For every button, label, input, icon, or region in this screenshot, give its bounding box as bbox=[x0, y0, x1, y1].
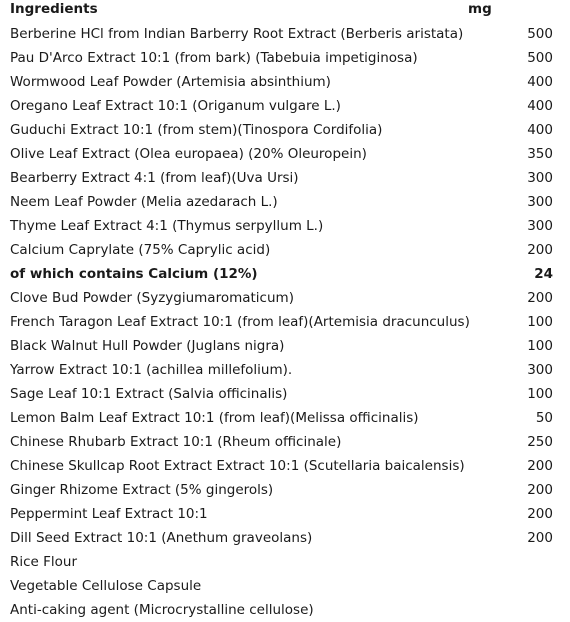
table-row bbox=[0, 382, 570, 406]
table-row bbox=[0, 574, 570, 598]
table-row bbox=[0, 286, 570, 310]
ingredient-name: of which contains Calcium (12%) bbox=[10, 266, 258, 282]
ingredient-name: Rice Flour bbox=[10, 554, 78, 570]
table-row bbox=[0, 598, 570, 622]
ingredient-name: Clove Bud Powder (Syzygiumaromaticum) bbox=[10, 290, 294, 306]
ingredient-name: Ginger Rhizome Extract (5% gingerols) bbox=[10, 482, 274, 498]
table-row bbox=[0, 334, 570, 358]
table-header bbox=[0, 0, 570, 18]
ingredient-amount: 50 bbox=[535, 410, 553, 426]
table-row bbox=[0, 238, 570, 262]
ingredient-name: Chinese Rhubarb Extract 10:1 (Rheum officinale) bbox=[10, 434, 342, 450]
ingredient-name: Oregano Leaf Extract 10:1 (Origanum vulgare L.) bbox=[10, 98, 341, 114]
ingredient-name: Thyme Leaf Extract 4:1 (Thymus serpyllum L.) bbox=[10, 218, 324, 234]
table-row bbox=[0, 22, 570, 46]
ingredient-amount: 400 bbox=[527, 98, 553, 114]
ingredient-name: Peppermint Leaf Extract 10:1 bbox=[10, 506, 208, 522]
table-row bbox=[0, 406, 570, 430]
ingredient-name: Berberine HCl from Indian Barberry Root Extract (Berberis aristata) bbox=[10, 26, 464, 42]
table-row bbox=[0, 214, 570, 238]
ingredient-name: Bearberry Extract 4:1 (from leaf)(Uva Ursi) bbox=[10, 170, 299, 186]
table-row bbox=[0, 454, 570, 478]
ingredient-amount: 300 bbox=[527, 194, 553, 210]
ingredient-name: Lemon Balm Leaf Extract 10:1 (from leaf)(Melissa officinalis) bbox=[10, 410, 419, 426]
ingredient-amount: 400 bbox=[527, 74, 553, 90]
ingredient-list bbox=[0, 22, 570, 622]
ingredient-amount: 100 bbox=[527, 314, 553, 330]
ingredient-amount: 350 bbox=[527, 146, 553, 162]
ingredient-name: Chinese Skullcap Root Extract Extract 10:1 (Scutellaria baicalensis) bbox=[10, 458, 465, 474]
table-row bbox=[0, 502, 570, 526]
ingredient-amount: 400 bbox=[527, 122, 553, 138]
table-row bbox=[0, 310, 570, 334]
table-row bbox=[0, 166, 570, 190]
ingredient-name: Wormwood Leaf Powder (Artemisia absinthium) bbox=[10, 74, 331, 90]
table-row bbox=[0, 262, 570, 286]
ingredient-amount: 500 bbox=[527, 50, 553, 66]
table-row bbox=[0, 358, 570, 382]
ingredient-name: Vegetable Cellulose Capsule bbox=[10, 578, 202, 594]
ingredient-name: Olive Leaf Extract (Olea europaea) (20% Oleuropein) bbox=[10, 146, 367, 162]
ingredient-name: Calcium Caprylate (75% Caprylic acid) bbox=[10, 242, 271, 258]
table-row bbox=[0, 430, 570, 454]
ingredient-name: Neem Leaf Powder (Melia azedarach L.) bbox=[10, 194, 278, 210]
ingredient-name: Sage Leaf 10:1 Extract (Salvia officinalis) bbox=[10, 386, 288, 402]
table-row bbox=[0, 118, 570, 142]
table-row bbox=[0, 478, 570, 502]
ingredient-name: Black Walnut Hull Powder (Juglans nigra) bbox=[10, 338, 285, 354]
ingredient-amount: 24 bbox=[534, 266, 553, 282]
ingredient-amount: 300 bbox=[527, 218, 553, 234]
ingredient-name: Yarrow Extract 10:1 (achillea millefolium). bbox=[10, 362, 293, 378]
ingredient-amount: 200 bbox=[527, 482, 553, 498]
ingredient-amount: 500 bbox=[527, 26, 553, 42]
ingredient-amount: 300 bbox=[527, 170, 553, 186]
table-row bbox=[0, 46, 570, 70]
ingredients-header: Ingredients bbox=[10, 1, 98, 17]
table-row bbox=[0, 70, 570, 94]
ingredient-name: Dill Seed Extract 10:1 (Anethum graveolans) bbox=[10, 530, 313, 546]
ingredient-name: Pau D'Arco Extract 10:1 (from bark) (Tabebuia impetiginosa) bbox=[10, 50, 418, 66]
table-row bbox=[0, 94, 570, 118]
table-row bbox=[0, 190, 570, 214]
ingredient-name: French Taragon Leaf Extract 10:1 (from leaf)(Artemisia dracunculus) bbox=[10, 314, 470, 330]
ingredient-amount: 250 bbox=[527, 434, 553, 450]
table-row bbox=[0, 526, 570, 550]
ingredient-amount: 100 bbox=[527, 338, 553, 354]
ingredient-amount: 200 bbox=[527, 530, 553, 546]
ingredient-amount: 200 bbox=[527, 242, 553, 258]
ingredient-name: Guduchi Extract 10:1 (from stem)(Tinospora Cordifolia) bbox=[10, 122, 383, 138]
table-row bbox=[0, 142, 570, 166]
ingredient-amount: 200 bbox=[527, 506, 553, 522]
ingredient-amount: 200 bbox=[527, 458, 553, 474]
ingredient-name: Anti-caking agent (Microcrystalline cellulose) bbox=[10, 602, 314, 618]
ingredient-amount: 300 bbox=[527, 362, 553, 378]
table-row bbox=[0, 550, 570, 574]
ingredient-amount: 200 bbox=[527, 290, 553, 306]
ingredient-amount: 100 bbox=[527, 386, 553, 402]
unit-header: mg bbox=[468, 1, 492, 17]
